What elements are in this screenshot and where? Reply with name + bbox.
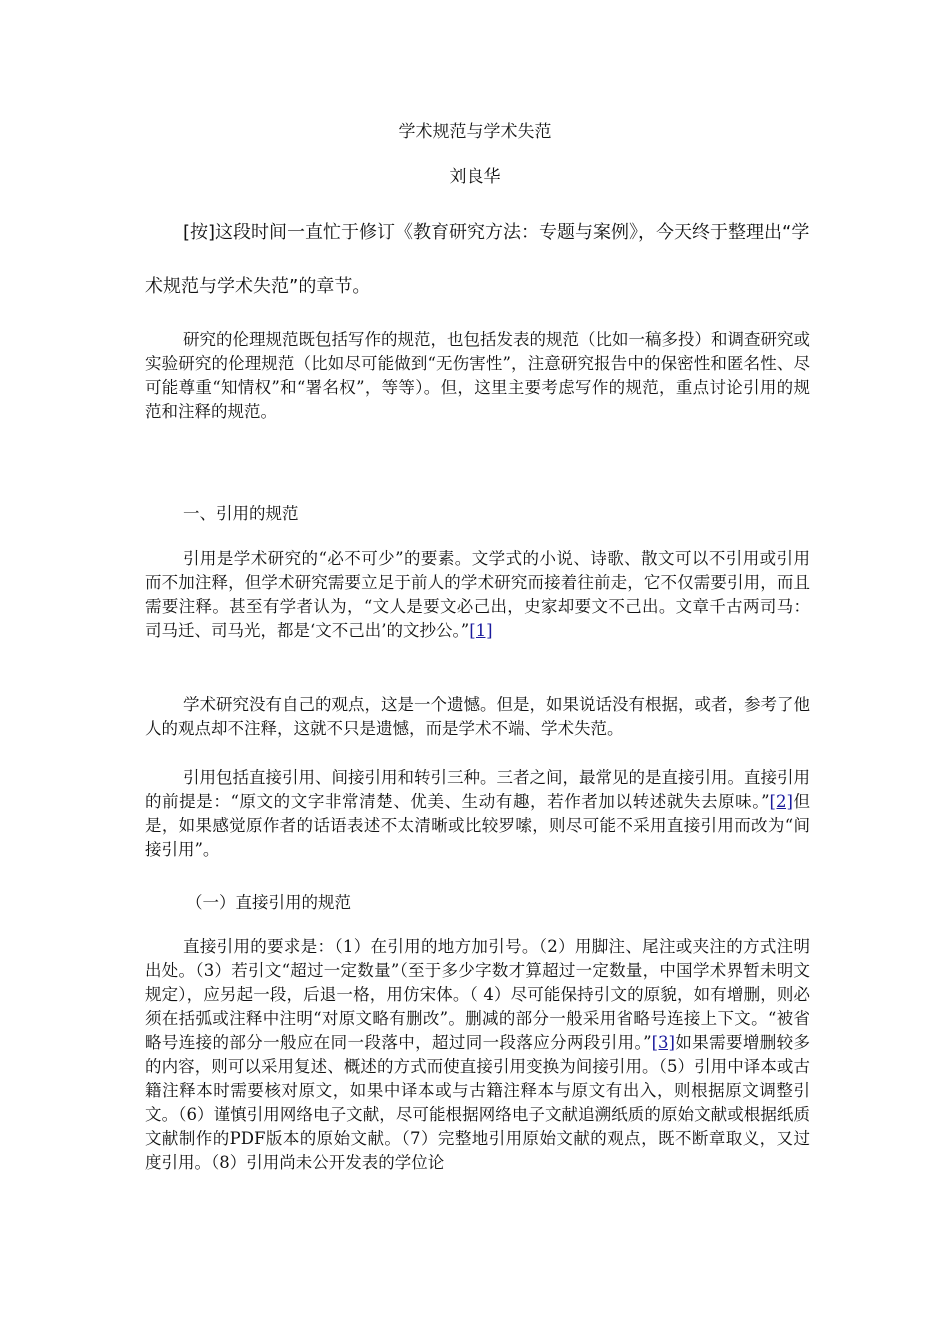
paragraph-text: 如果需要增删较多的内容，则可以采用复述、概述的方式而使直接引用变换为间接引用。（5）引用中译本或古籍注释本时需要核对原文，如果中译本或与古籍注释本与原文有出入，则根据原文调整引文。（6）谨慎引用网络电子文献，尽可能根据网络电子文献追溯纸质的原始文献或根据纸质文献制作的PDF版本的原始文献。（7）完整地引用原始文献的观点，既不断章取义，又过度引用。（8）引用尚未公开发表的学位论 xyxy=(145,1033,811,1172)
paragraph-direct-citation-rules xyxy=(145,935,810,1175)
paragraph-citation-types xyxy=(145,766,810,862)
document-title: 学术规范与学术失范 xyxy=(398,122,552,142)
footnote-link-2[interactable]: [2] xyxy=(769,792,793,811)
footnote-link-1[interactable]: [1] xyxy=(469,621,493,640)
document-author: 刘良华 xyxy=(449,167,501,187)
paragraph-text: 直接引用的要求是：（1）在引用的地方加引号。（2）用脚注、尾注或夹注的方式注明出处。（3）若引文“超过一定数量”（至于多少字数才算超过一定数量，中国学术界暂未明文规定），应另起一段，后退一格，用仿宋体。（ 4）尽可能保持引文的原貌，如有增删，则必须在括弧或注释中注明“对原文略有删改”。删减的部分一般采用省略号连接上下文。“被省略号连接的部分一般应在同一段落中，超过同一段落应分两段引用。” xyxy=(145,937,810,1052)
footnote-link-3[interactable]: [3] xyxy=(651,1033,675,1052)
paragraph-own-viewpoint: 学术研究没有自己的观点，这是一个遗憾。但是，如果说话没有根据，或者，参考了他人的观点却不注释，这就不只是遗憾，而是学术不端、学术失范。 xyxy=(145,695,810,738)
subsection-heading-direct-citation: （一）直接引用的规范 xyxy=(186,893,351,912)
paragraph-text: 引用是学术研究的“必不可少”的要素。文学式的小说、诗歌、散文可以不引用或引用而不加注释，但学术研究需要立足于前人的学术研究而接着往前走，它不仅需要引用，而且需要注释。甚至有学者认为，“文人是要文必己出，史家却要文不己出。文章千古两司马：司马迁、司马光，都是‘文不己出’的文抄公。” xyxy=(145,549,810,640)
paragraph-text: 但是，如果感觉原作者的话语表述不太清晰或比较罗嗦，则尽可能不采用直接引用而改为“间接引用”。 xyxy=(145,792,810,859)
paragraph-citation-necessity xyxy=(145,547,810,643)
paragraph-text: 引用包括直接引用、间接引用和转引三种。三者之间，最常见的是直接引用。直接引用的前提是：“原文的文字非常清楚、优美、生动有趣，若作者加以转述就失去原味。” xyxy=(145,768,810,811)
paragraph-ethics: 研究的伦理规范既包括写作的规范，也包括发表的规范（比如一稿多投）和调查研究或实验研究的伦理规范（比如尽可能做到“无伤害性”，注意研究报告中的保密性和匿名性、尽可能尊重“知情权”和“署名权”，等等）。但，这里主要考虑写作的规范，重点讨论引用的规范和注释的规范。 xyxy=(145,330,810,421)
section-heading-citation: 一、引用的规范 xyxy=(183,504,299,523)
editor-note: [按]这段时间一直忙于修订《教育研究方法：专题与案例》，今天终于整理出“学术规范与学术失范”的章节。 xyxy=(145,222,810,297)
